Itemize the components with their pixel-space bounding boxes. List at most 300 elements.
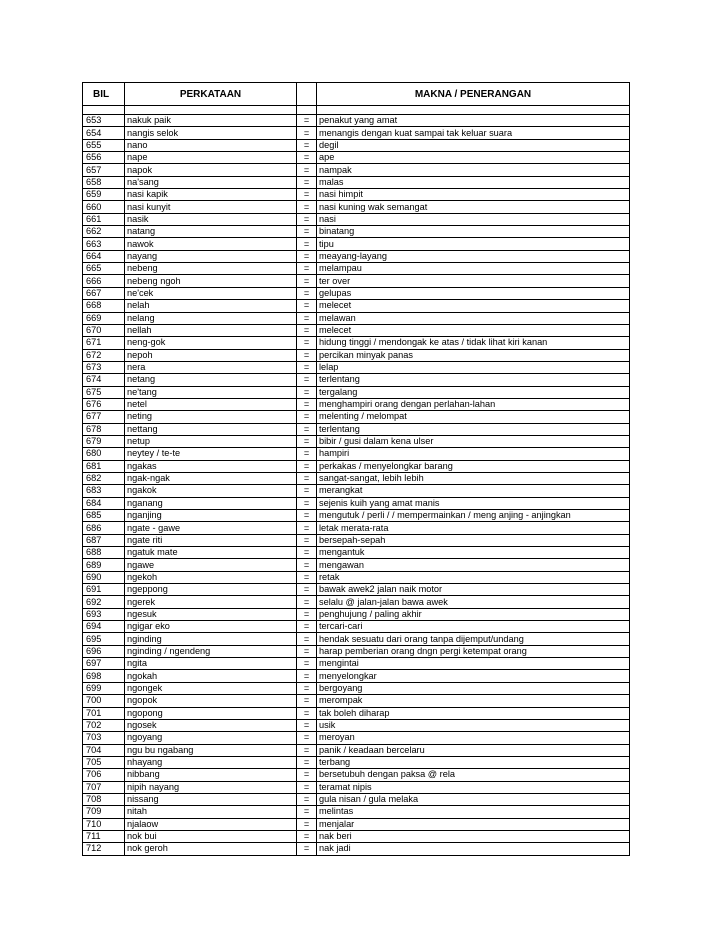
table-row [83, 806, 630, 818]
row-word: ngawe [125, 559, 297, 571]
row-equals-sign: = [297, 818, 317, 830]
row-equals-sign: = [297, 497, 317, 509]
row-meaning: binatang [317, 226, 630, 238]
row-meaning: usik [317, 719, 630, 731]
row-meaning: bersepah-sepah [317, 534, 630, 546]
row-equals-sign: = [297, 361, 317, 373]
row-meaning: meroyan [317, 732, 630, 744]
row-number: 666 [83, 275, 125, 287]
row-meaning: menghampiri orang dengan perlahan-lahan [317, 398, 630, 410]
table-row [83, 337, 630, 349]
row-equals-sign: = [297, 645, 317, 657]
row-meaning: gula nisan / gula melaka [317, 793, 630, 805]
row-meaning: teramat nipis [317, 781, 630, 793]
header-eq-blank [297, 83, 317, 106]
row-number: 695 [83, 633, 125, 645]
table-row [83, 571, 630, 583]
row-number: 681 [83, 460, 125, 472]
row-number: 668 [83, 300, 125, 312]
row-word: ngokah [125, 670, 297, 682]
row-meaning: melenting / melompat [317, 411, 630, 423]
row-number: 664 [83, 250, 125, 262]
row-word: nasi kunyit [125, 201, 297, 213]
row-meaning: mengawan [317, 559, 630, 571]
row-equals-sign: = [297, 781, 317, 793]
table-row [83, 744, 630, 756]
row-number: 696 [83, 645, 125, 657]
row-equals-sign: = [297, 633, 317, 645]
table-row [83, 670, 630, 682]
table-row [83, 769, 630, 781]
row-word: nano [125, 139, 297, 151]
row-number: 691 [83, 584, 125, 596]
row-equals-sign: = [297, 695, 317, 707]
row-equals-sign: = [297, 707, 317, 719]
row-word: nipih nayang [125, 781, 297, 793]
row-word: ngak-ngak [125, 472, 297, 484]
table-row [83, 547, 630, 559]
table-row [83, 707, 630, 719]
row-word: ngita [125, 658, 297, 670]
row-word: ngesuk [125, 608, 297, 620]
row-meaning: melecet [317, 300, 630, 312]
row-word: ngeppong [125, 584, 297, 596]
row-equals-sign: = [297, 263, 317, 275]
row-number: 663 [83, 238, 125, 250]
row-number: 705 [83, 756, 125, 768]
row-equals-sign: = [297, 435, 317, 447]
row-number: 687 [83, 534, 125, 546]
table-row [83, 645, 630, 657]
row-equals-sign: = [297, 176, 317, 188]
row-number: 702 [83, 719, 125, 731]
table-row [83, 682, 630, 694]
row-number: 655 [83, 139, 125, 151]
row-word: nasi kapik [125, 189, 297, 201]
row-meaning: ter over [317, 275, 630, 287]
row-number: 672 [83, 349, 125, 361]
row-number: 667 [83, 287, 125, 299]
row-meaning: gelupas [317, 287, 630, 299]
header-spacer-row [83, 106, 630, 115]
row-meaning: menyelongkar [317, 670, 630, 682]
row-meaning: terlentang [317, 374, 630, 386]
row-word: netup [125, 435, 297, 447]
glossary-table [82, 82, 630, 856]
row-number: 653 [83, 115, 125, 127]
row-meaning: tak boleh diharap [317, 707, 630, 719]
row-equals-sign: = [297, 559, 317, 571]
row-word: ngatuk mate [125, 547, 297, 559]
row-word: natang [125, 226, 297, 238]
row-equals-sign: = [297, 349, 317, 361]
row-word: ne'tang [125, 386, 297, 398]
row-number: 673 [83, 361, 125, 373]
row-word: nelah [125, 300, 297, 312]
row-word: nitah [125, 806, 297, 818]
table-row [83, 127, 630, 139]
table-row [83, 250, 630, 262]
row-word: nebeng [125, 263, 297, 275]
table-row [83, 201, 630, 213]
row-equals-sign: = [297, 830, 317, 842]
row-word: ngopok [125, 695, 297, 707]
row-word: nellah [125, 324, 297, 336]
row-meaning: percikan minyak panas [317, 349, 630, 361]
table-row [83, 152, 630, 164]
row-equals-sign: = [297, 670, 317, 682]
row-number: 680 [83, 448, 125, 460]
row-equals-sign: = [297, 164, 317, 176]
row-equals-sign: = [297, 522, 317, 534]
table-row [83, 460, 630, 472]
table-row [83, 312, 630, 324]
table-row [83, 818, 630, 830]
row-number: 685 [83, 510, 125, 522]
row-word: nera [125, 361, 297, 373]
row-number: 703 [83, 732, 125, 744]
table-row [83, 732, 630, 744]
table-row [83, 793, 630, 805]
table-row [83, 756, 630, 768]
row-meaning: bersetubuh dengan paksa @ rela [317, 769, 630, 781]
row-equals-sign: = [297, 238, 317, 250]
row-meaning: terlentang [317, 423, 630, 435]
table-row [83, 386, 630, 398]
table-row [83, 213, 630, 225]
row-equals-sign: = [297, 682, 317, 694]
row-word: nakuk paik [125, 115, 297, 127]
row-number: 657 [83, 164, 125, 176]
row-equals-sign: = [297, 139, 317, 151]
row-word: nape [125, 152, 297, 164]
table-row [83, 510, 630, 522]
row-meaning: letak merata-rata [317, 522, 630, 534]
row-number: 711 [83, 830, 125, 842]
row-equals-sign: = [297, 423, 317, 435]
row-word: njalaow [125, 818, 297, 830]
table-row [83, 559, 630, 571]
row-number: 678 [83, 423, 125, 435]
row-equals-sign: = [297, 793, 317, 805]
row-equals-sign: = [297, 386, 317, 398]
row-number: 709 [83, 806, 125, 818]
table-row [83, 226, 630, 238]
row-word: ne'cek [125, 287, 297, 299]
table-row [83, 497, 630, 509]
row-meaning: penghujung / paling akhir [317, 608, 630, 620]
row-equals-sign: = [297, 608, 317, 620]
row-meaning: melawan [317, 312, 630, 324]
table-row [83, 263, 630, 275]
row-meaning: nak jadi [317, 843, 630, 855]
row-number: 693 [83, 608, 125, 620]
row-equals-sign: = [297, 732, 317, 744]
table-row [83, 658, 630, 670]
row-word: ngakas [125, 460, 297, 472]
row-number: 698 [83, 670, 125, 682]
row-number: 694 [83, 621, 125, 633]
row-meaning: sangat-sangat, lebih lebih [317, 472, 630, 484]
row-word: ngate riti [125, 534, 297, 546]
row-word: nebeng ngoh [125, 275, 297, 287]
row-meaning: merompak [317, 695, 630, 707]
table-row [83, 695, 630, 707]
table-row [83, 398, 630, 410]
row-number: 699 [83, 682, 125, 694]
table-row [83, 361, 630, 373]
row-number: 682 [83, 472, 125, 484]
row-number: 671 [83, 337, 125, 349]
table-row [83, 238, 630, 250]
row-word: nayang [125, 250, 297, 262]
row-equals-sign: = [297, 571, 317, 583]
row-meaning: bergoyang [317, 682, 630, 694]
row-meaning: malas [317, 176, 630, 188]
row-number: 654 [83, 127, 125, 139]
row-word: nettang [125, 423, 297, 435]
row-equals-sign: = [297, 337, 317, 349]
row-equals-sign: = [297, 547, 317, 559]
row-equals-sign: = [297, 472, 317, 484]
row-word: nelang [125, 312, 297, 324]
row-equals-sign: = [297, 250, 317, 262]
row-number: 676 [83, 398, 125, 410]
table-row [83, 781, 630, 793]
row-equals-sign: = [297, 398, 317, 410]
row-word: nangis selok [125, 127, 297, 139]
row-word: ngoyang [125, 732, 297, 744]
row-equals-sign: = [297, 115, 317, 127]
row-number: 712 [83, 843, 125, 855]
row-number: 656 [83, 152, 125, 164]
table-row [83, 324, 630, 336]
row-equals-sign: = [297, 769, 317, 781]
row-word: nawok [125, 238, 297, 250]
row-number: 707 [83, 781, 125, 793]
table-row [83, 435, 630, 447]
row-number: 670 [83, 324, 125, 336]
row-word: nganjing [125, 510, 297, 522]
table-row [83, 423, 630, 435]
row-equals-sign: = [297, 843, 317, 855]
row-meaning: retak [317, 571, 630, 583]
row-number: 669 [83, 312, 125, 324]
row-meaning: ape [317, 152, 630, 164]
row-equals-sign: = [297, 584, 317, 596]
row-number: 659 [83, 189, 125, 201]
row-meaning: harap pemberian orang dngn pergi ketempat orang [317, 645, 630, 657]
row-equals-sign: = [297, 596, 317, 608]
row-number: 660 [83, 201, 125, 213]
glossary-table-container [82, 82, 629, 856]
table-row [83, 830, 630, 842]
row-word: netang [125, 374, 297, 386]
table-row [83, 596, 630, 608]
row-meaning: tipu [317, 238, 630, 250]
row-number: 700 [83, 695, 125, 707]
row-equals-sign: = [297, 744, 317, 756]
row-equals-sign: = [297, 806, 317, 818]
row-equals-sign: = [297, 127, 317, 139]
row-word: nepoh [125, 349, 297, 361]
table-row [83, 275, 630, 287]
row-word: nganang [125, 497, 297, 509]
row-number: 692 [83, 596, 125, 608]
row-meaning: panik / keadaan bercelaru [317, 744, 630, 756]
row-equals-sign: = [297, 719, 317, 731]
row-number: 688 [83, 547, 125, 559]
row-number: 661 [83, 213, 125, 225]
row-word: ngakok [125, 485, 297, 497]
row-word: ngosek [125, 719, 297, 731]
table-row [83, 843, 630, 855]
table-row [83, 633, 630, 645]
table-row [83, 485, 630, 497]
row-equals-sign: = [297, 201, 317, 213]
row-meaning: melampau [317, 263, 630, 275]
row-equals-sign: = [297, 448, 317, 460]
row-word: nissang [125, 793, 297, 805]
row-meaning: menangis dengan kuat sampai tak keluar suara [317, 127, 630, 139]
row-meaning: mengutuk / perli / / mempermainkan / meng anjing - anjingkan [317, 510, 630, 522]
table-row [83, 534, 630, 546]
row-meaning: bibir / gusi dalam kena ulser [317, 435, 630, 447]
row-meaning: nasi kuning wak semangat [317, 201, 630, 213]
row-meaning: nak beri [317, 830, 630, 842]
row-equals-sign: = [297, 275, 317, 287]
row-word: ngongek [125, 682, 297, 694]
table-row [83, 349, 630, 361]
row-meaning: menjalar [317, 818, 630, 830]
row-number: 684 [83, 497, 125, 509]
row-equals-sign: = [297, 287, 317, 299]
row-meaning: lelap [317, 361, 630, 373]
row-word: ngerek [125, 596, 297, 608]
row-equals-sign: = [297, 460, 317, 472]
header-makna: MAKNA / PENERANGAN [317, 83, 630, 106]
row-word: nibbang [125, 769, 297, 781]
row-word: ngu bu ngabang [125, 744, 297, 756]
row-number: 689 [83, 559, 125, 571]
table-row [83, 472, 630, 484]
table-row [83, 300, 630, 312]
row-equals-sign: = [297, 485, 317, 497]
row-word: na'sang [125, 176, 297, 188]
row-meaning: mengantuk [317, 547, 630, 559]
row-equals-sign: = [297, 658, 317, 670]
row-meaning: meayang-layang [317, 250, 630, 262]
row-number: 708 [83, 793, 125, 805]
row-equals-sign: = [297, 756, 317, 768]
row-equals-sign: = [297, 300, 317, 312]
row-equals-sign: = [297, 152, 317, 164]
table-row [83, 448, 630, 460]
table-row [83, 374, 630, 386]
header-perkataan: PERKATAAN [125, 83, 297, 106]
row-word: nginding / ngendeng [125, 645, 297, 657]
row-number: 665 [83, 263, 125, 275]
row-meaning: melintas [317, 806, 630, 818]
row-word: ngopong [125, 707, 297, 719]
table-row [83, 411, 630, 423]
table-row [83, 176, 630, 188]
row-number: 677 [83, 411, 125, 423]
row-word: nok geroh [125, 843, 297, 855]
row-number: 679 [83, 435, 125, 447]
row-equals-sign: = [297, 621, 317, 633]
row-word: neng-gok [125, 337, 297, 349]
header-bil: BIL [83, 83, 125, 106]
row-number: 675 [83, 386, 125, 398]
row-meaning: nasi [317, 213, 630, 225]
row-number: 697 [83, 658, 125, 670]
row-word: ngigar eko [125, 621, 297, 633]
table-row [83, 115, 630, 127]
row-number: 701 [83, 707, 125, 719]
table-body [83, 106, 630, 856]
row-meaning: bawak awek2 jalan naik motor [317, 584, 630, 596]
row-meaning: perkakas / menyelongkar barang [317, 460, 630, 472]
row-word: ngekoh [125, 571, 297, 583]
row-number: 662 [83, 226, 125, 238]
table-row [83, 287, 630, 299]
row-number: 683 [83, 485, 125, 497]
row-word: nasik [125, 213, 297, 225]
row-meaning: merangkat [317, 485, 630, 497]
row-meaning: melecet [317, 324, 630, 336]
table-row [83, 189, 630, 201]
row-word: netel [125, 398, 297, 410]
row-meaning: penakut yang amat [317, 115, 630, 127]
row-meaning: sejenis kuih yang amat manis [317, 497, 630, 509]
table-header-row [83, 83, 630, 106]
row-equals-sign: = [297, 226, 317, 238]
row-word: ngate - gawe [125, 522, 297, 534]
table-row [83, 584, 630, 596]
row-word: nginding [125, 633, 297, 645]
row-word: neytey / te-te [125, 448, 297, 460]
row-number: 690 [83, 571, 125, 583]
row-equals-sign: = [297, 213, 317, 225]
row-number: 674 [83, 374, 125, 386]
row-meaning: tergalang [317, 386, 630, 398]
table-row [83, 621, 630, 633]
row-number: 686 [83, 522, 125, 534]
row-meaning: mengintai [317, 658, 630, 670]
row-equals-sign: = [297, 411, 317, 423]
table-row [83, 139, 630, 151]
row-meaning: selalu @ jalan-jalan bawa awek [317, 596, 630, 608]
row-meaning: hidung tinggi / mendongak ke atas / tidak lihat kiri kanan [317, 337, 630, 349]
row-equals-sign: = [297, 189, 317, 201]
row-meaning: terbang [317, 756, 630, 768]
row-equals-sign: = [297, 510, 317, 522]
table-row [83, 719, 630, 731]
row-word: napok [125, 164, 297, 176]
row-equals-sign: = [297, 534, 317, 546]
row-number: 710 [83, 818, 125, 830]
row-meaning: hendak sesuatu dari orang tanpa dijemput/undang [317, 633, 630, 645]
row-equals-sign: = [297, 374, 317, 386]
row-meaning: nampak [317, 164, 630, 176]
row-equals-sign: = [297, 312, 317, 324]
table-row [83, 608, 630, 620]
row-word: nhayang [125, 756, 297, 768]
row-equals-sign: = [297, 324, 317, 336]
row-meaning: hampiri [317, 448, 630, 460]
row-number: 704 [83, 744, 125, 756]
